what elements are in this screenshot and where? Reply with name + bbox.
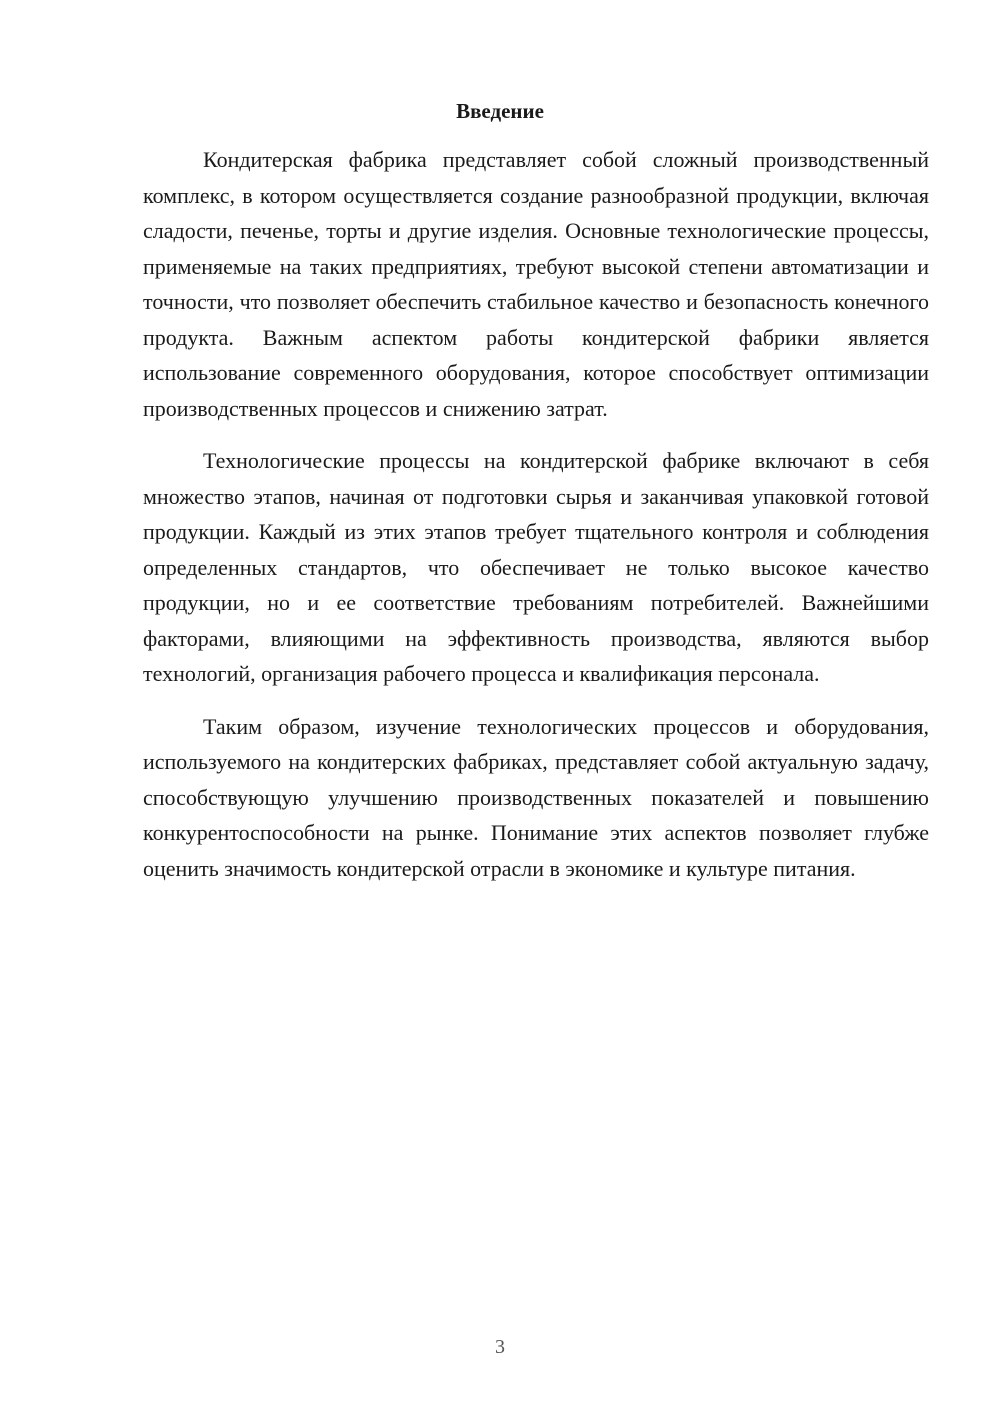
section-heading: Введение [456,99,544,123]
paragraph-2: Технологические процессы на кондитерской фабрике включают в себя множество этапов, начиная от подготовки сырья и заканчивая упаковкой готовой продукции. Каждый из этих этапов требует тщательного контроля и соблюдения определенных стандартов, что обеспечивает не только высокое качество продукции, но и ее соответствие требованиям потребителей. Важнейшими факторами, влияющими на эффективность производства, являются выбор технологий, организация рабочего процесса и квалификация персонала. [143,448,929,686]
body-text [143,142,929,903]
paragraph-3: Таким образом, изучение технологических процессов и оборудования, используемого на кондитерских фабриках, представляет собой актуальную задачу, способствующую улучшению производственных показателей и повышению конкурентоспособности на рынке. Понимание этих аспектов позволяет глубже оценить значимость кондитерской отрасли в экономике и культуре питания. [143,713,929,881]
paragraph-1: Кондитерская фабрика представляет собой сложный производственный комплекс, в котором осуществляется создание разнообразной продукции, включая сладости, печенье, торты и другие изделия. Основные технологические процессы, применяемые на таких предприятиях, требуют высокой степени автоматизации и точности, что позволяет обеспечить стабильное качество и безопасность конечного продукта. Важным аспектом работы кондитерской фабрики является использование современного оборудования, которое способствует оптимизации производственных процессов и снижению затрат. [143,147,929,421]
page-number: 3 [495,1336,505,1358]
